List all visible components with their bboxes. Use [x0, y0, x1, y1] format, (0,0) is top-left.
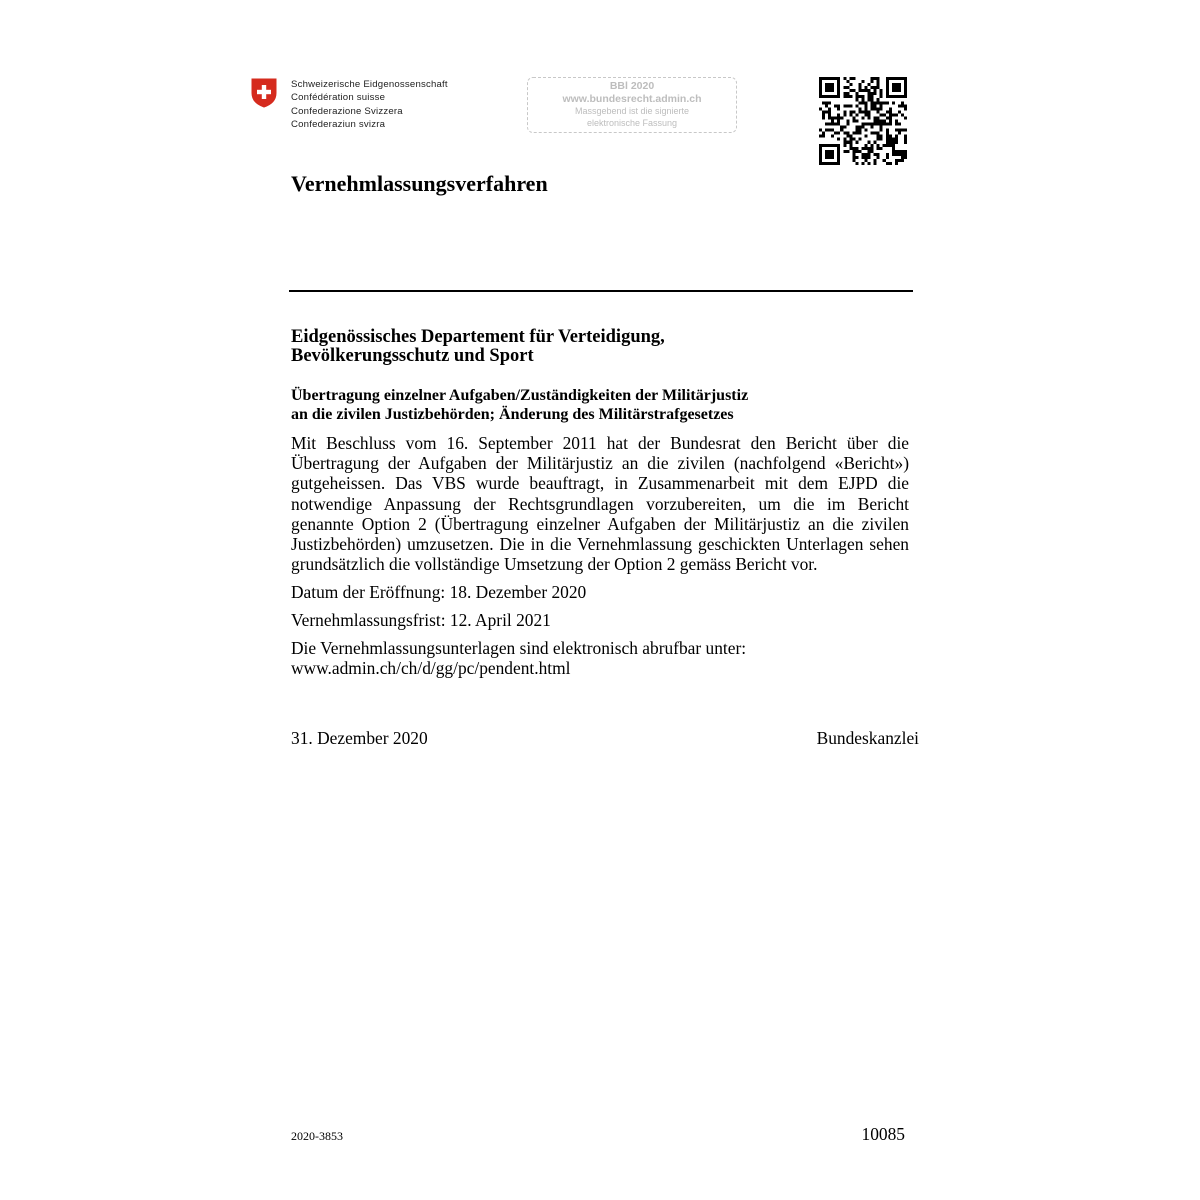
- stamp-note: Massgebend ist die signierte: [574, 106, 690, 116]
- confederation-names: [291, 78, 448, 132]
- department-line-1: Eidgenössisches Departement für Verteidigung,: [291, 327, 665, 347]
- body-paragraph: Mit Beschluss vom 16. September 2011 hat der Bundesrat den Bericht über die Übertragung der Aufgaben der Militärjustiz an die zivilen (nachfolgend «Bericht») gutgeheissen. Das VBS wurde beauftragt, in Zusammenarbeit mit dem EJPD die notwendige Anpassung der Rechtsgrundlagen vorzubereiten, um die im Bericht genannte Option 2 (Übertragung einzelner Aufgaben der Militärjustiz an die zivilen Justizbehörden) umzusetzen. Die in die Vernehmlassung geschickten Unterlagen sehen grundsätzlich die vollständige Umsetzung der Option 2 gemäss Bericht vor.: [291, 433, 909, 575]
- subject-line-1: Übertragung einzelner Aufgaben/Zuständigkeiten der Militärjustiz: [291, 387, 749, 404]
- documents-intro: Die Vernehmlassungsunterlagen sind elektronisch abrufbar unter:: [291, 638, 747, 658]
- confederation-line-it: Confederazione Svizzera: [291, 105, 403, 117]
- qr-code-icon: [819, 77, 907, 165]
- stamp-issue: BBl 2020: [609, 80, 655, 92]
- confederation-line-rm: Confederaziun svizra: [291, 119, 386, 131]
- consultation-deadline: Vernehmlassungsfrist: 12. April 2021: [291, 610, 551, 630]
- page-number: 10085: [861, 1124, 905, 1144]
- swiss-coat-of-arms-icon: [251, 78, 277, 108]
- confederation-line-fr: Confédération suisse: [291, 92, 386, 104]
- publication-date: 31. Dezember 2020: [291, 728, 428, 748]
- publication-stamp: [527, 77, 737, 133]
- documents-info: [291, 638, 746, 678]
- documents-url: www.admin.ch/ch/d/gg/pc/pendent.html: [291, 658, 571, 679]
- confederation-line-de: Schweizerische Eidgenossenschaft: [291, 79, 448, 90]
- page-title: Vernehmlassungsverfahren: [291, 171, 548, 196]
- stamp-url: www.bundesrecht.admin.ch: [562, 93, 702, 105]
- opening-date: Datum der Eröffnung: 18. Dezember 2020: [291, 582, 587, 602]
- issuer: Bundeskanzlei: [816, 728, 919, 748]
- stamp-note-2: elektronische Fassung: [586, 117, 678, 128]
- department-heading: [291, 328, 911, 366]
- document-reference: 2020-3853: [291, 1129, 343, 1143]
- department-line-2: Bevölkerungsschutz und Sport: [291, 346, 534, 366]
- subject-line-2: an die zivilen Justizbehörden; Änderung des Militärstrafgesetzes: [291, 405, 734, 423]
- divider: [289, 290, 913, 292]
- subject-heading: [291, 387, 911, 424]
